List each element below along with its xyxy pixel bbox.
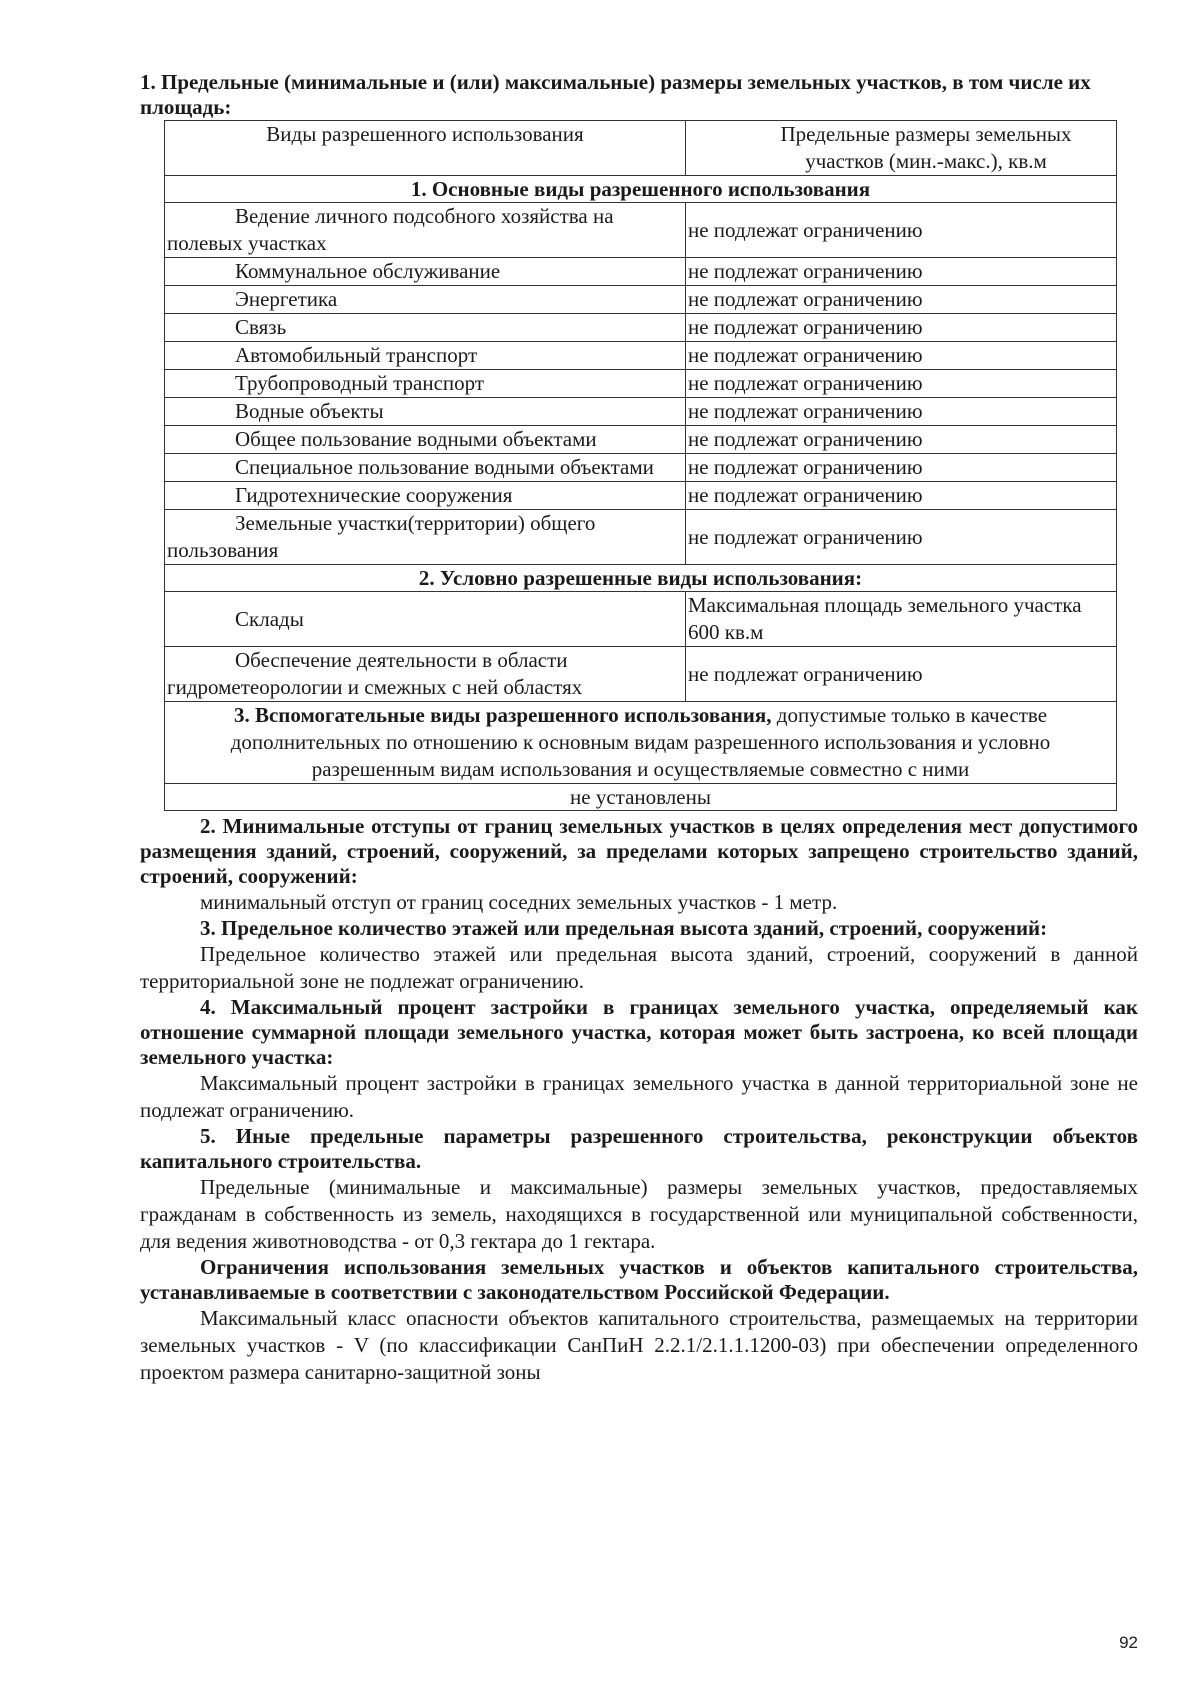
restrictions-text: Максимальный класс опасности объектов капитального строительства, размещаемых на территории земельных участков - V (по классификации СанПиН 2.2.1/2.1.1.1200-03) при обеспечении определенного проектом размера санитарно-защитной зоны (140, 1306, 1138, 1384)
use-limit: не подлежат ограничению (686, 286, 1117, 314)
auxiliary-uses-row (165, 702, 1117, 784)
restrictions-title: Ограничения использования земельных участков и объектов капитального строительства, устанавливаемые в соответствии с законодательством Российской Федерации. (140, 1255, 1138, 1304)
section-5-text: Предельные (минимальные и максимальные) размеры земельных участков, предоставляемых гражданам в собственность из земель, находящихся в государственной или муниципальной собственности, для ведения животноводства - от 0,3 гектара до 1 гектара. (140, 1175, 1138, 1253)
table-row (165, 398, 1117, 426)
conditional-uses-title: 2. Условно разрешенные виды использования: (165, 565, 1117, 592)
use-name: Водные объекты (165, 398, 686, 426)
use-limit: не подлежат ограничению (686, 482, 1117, 510)
page-number: 92 (1119, 1633, 1138, 1652)
table-row (165, 647, 1117, 702)
table-row (165, 286, 1117, 314)
section-3-text: Предельное количество этажей или предельная высота зданий, строений, сооружений в данной территориальной зоне не подлежат ограничению. (140, 942, 1138, 993)
section-1-title: 1. Предельные (минимальные и (или) максимальные) размеры земельных участков, в том числе их площадь: (140, 70, 1091, 119)
document-page (140, 70, 1138, 1386)
use-name: Земельные участки(территории) общего пользования (165, 510, 686, 565)
table-row (165, 510, 1117, 565)
auxiliary-uses-cell (165, 702, 1117, 784)
use-name: Трубопроводный транспорт (165, 370, 686, 398)
land-use-table (164, 120, 1117, 811)
table-header-row (165, 121, 1117, 176)
use-name: Общее пользование водными объектами (165, 426, 686, 454)
use-name: Ведение личного подсобного хозяйства на полевых участках (165, 203, 686, 258)
basic-uses-title-row (165, 176, 1117, 203)
use-limit: не подлежат ограничению (686, 203, 1117, 258)
use-limit: не подлежат ограничению (686, 314, 1117, 342)
table-row (165, 592, 1117, 647)
use-name: Автомобильный транспорт (165, 342, 686, 370)
table-row (165, 342, 1117, 370)
use-name: Коммунальное обслуживание (165, 258, 686, 286)
table-row (165, 370, 1117, 398)
table-row (165, 454, 1117, 482)
use-limit: не подлежат ограничению (686, 426, 1117, 454)
header-col-sizes: Предельные размеры земельных участков (мин.-макс.), кв.м (686, 121, 1117, 176)
auxiliary-uses-title: 3. Вспомогательные виды разрешенного использования, (233, 703, 772, 727)
conditional-uses-title-row (165, 565, 1117, 592)
use-limit: Максимальная площадь земельного участка 600 кв.м (686, 592, 1117, 647)
use-limit: не подлежат ограничению (686, 454, 1117, 482)
table-row (165, 314, 1117, 342)
auxiliary-uses-description: допустимые только в качестве дополнительных по отношению к основным видам разрешенного использования и условно разрешенным видам использования и осуществляемые совместно с ними (230, 703, 1051, 781)
use-limit: не подлежат ограничению (686, 398, 1117, 426)
header-col-types: Виды разрешенного использования (165, 121, 686, 176)
use-name: Обеспечение деятельности в области гидрометеорологии и смежных с ней областях (165, 647, 686, 702)
use-limit: не подлежат ограничению (686, 258, 1117, 286)
table-row (165, 426, 1117, 454)
use-limit: не подлежат ограничению (686, 370, 1117, 398)
use-limit: не подлежат ограничению (686, 342, 1117, 370)
section-3-title: 3. Предельное количество этажей или предельная высота зданий, строений, сооружений: (200, 916, 1048, 940)
use-name: Энергетика (165, 286, 686, 314)
use-name: Специальное пользование водными объектами (165, 454, 686, 482)
use-limit: не подлежат ограничению (686, 510, 1117, 565)
use-limit: не подлежат ограничению (686, 647, 1117, 702)
table-row (165, 258, 1117, 286)
table-row (165, 203, 1117, 258)
use-name: Гидротехнические сооружения (165, 482, 686, 510)
auxiliary-value-row (165, 784, 1117, 811)
auxiliary-uses-value: не установлены (165, 784, 1117, 811)
use-name: Склады (165, 592, 686, 647)
table-row (165, 482, 1117, 510)
section-4-title: 4. Максимальный процент застройки в границах земельного участка, определяемый как отношение суммарной площади земельного участка, которая может быть застроена, ко всей площади земельного участка: (140, 995, 1138, 1069)
section-5-title: 5. Иные предельные параметры разрешенного строительства, реконструкции объектов капитального строительства. (140, 1124, 1138, 1173)
use-name: Связь (165, 314, 686, 342)
section-2-text: минимальный отступ от границ соседних земельных участков - 1 метр. (200, 890, 838, 914)
basic-uses-title: 1. Основные виды разрешенного использования (165, 176, 1117, 203)
section-4-text: Максимальный процент застройки в границах земельного участка в данной территориальной зоне не подлежат ограничению. (140, 1071, 1138, 1122)
section-2-title: 2. Минимальные отступы от границ земельных участков в целях определения мест допустимого размещения зданий, строений, сооружений, за пределами которых запрещено строительство зданий, строений, сооружений: (140, 814, 1138, 888)
